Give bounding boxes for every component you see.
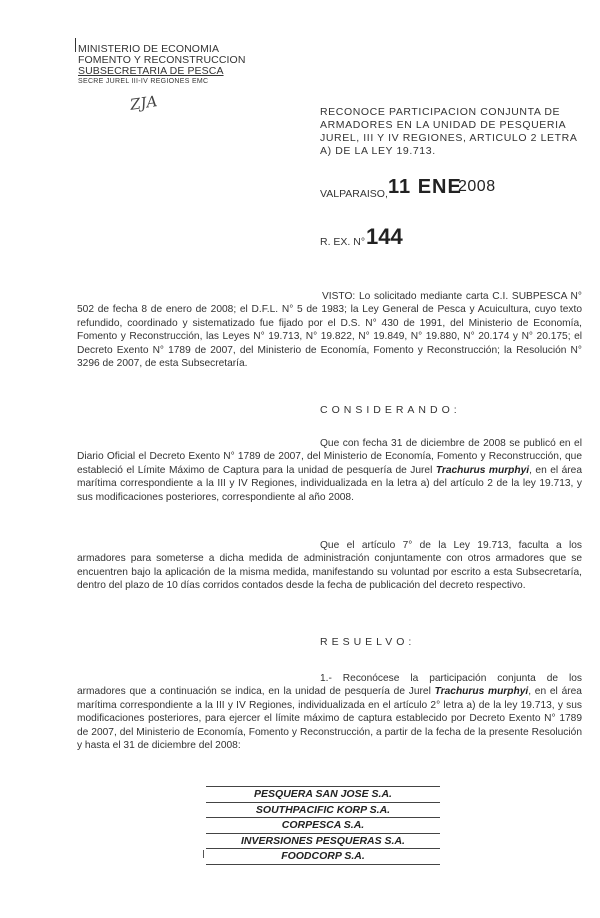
resuelvo-heading: RESUELVO: [320,636,416,648]
table-mark [203,850,204,858]
visto-text: Lo solicitado mediante carta C.I. SUBPESCA N° 502 de fecha 8 de enero de 2008; el D.F.L. N° 5 de 1983; la Ley General de Pesca y Acuicultura, cuyo texto refundido, coordinado y sistematizado fue fijado por el D.S. N° 430 de 1991, del Ministerio de Economía, Fomento y Reconstrucción, las Leyes N° 19.713, N° 19.822, N° 19.849, N° 19.880, N° 20.174 y N° 20.175; el Decreto Exento N° 1789 de 2007, del Ministerio de Economía, Fomento y Reconstrucción; la Resolución N° 3296 de 2007, de esta Subsecretaría. [77,291,582,370]
subsecretaria-name: SUBSECRETARIA DE PESCA [78,65,224,77]
resuelvo-1-text: 1.- Reconócese la participación conjunta de los armadores que a continuación se indica, en la unidad de pesquería de Jurel [77,673,582,698]
company-row: FOODCORP S.A. [206,849,440,865]
considerando-heading: CONSIDERANDO: [320,404,461,416]
species-name: Trachurus murphyi [434,686,529,698]
company-row: INVERSIONES PESQUERAS S.A. [206,834,440,850]
visto-label: VISTO: [322,291,356,302]
resuelvo-1-text-end: , en el área marítima correspondiente a la III y IV Regiones, individualizada en el artículo 2° letra a) de la ley 19.713, y sus modificaciones posteriores, para ejercer el límite máximo de captura establecido por Decreto Exento N° 1789 de 2007, del Ministerio de Economía, Fomento y Reconstrucción, a partir de la fecha de la presente Resolución y hasta el 31 de diciembre del 2008: [77,686,582,752]
considerando-paragraph-2: Que el artículo 7° de la Ley 19.713, faculta a los armadores para someterse a dicha medida de administración conjuntamente con otros armadores que se encuentren bajo la aplicación de la misma medida, manifestando su voluntad por escrito a esta Subsecretaría, dentro del plazo de 10 días corridos contados desde la fecha de publicación del decreto respectivo. [77,540,582,592]
ministry-header [78,44,246,86]
ministry-name: MINISTERIO DE ECONOMIA [78,43,220,55]
date-stamp-year: 2008 [458,178,496,195]
resolution-number: 144 [366,224,403,249]
considerando-paragraph-1 [77,437,582,504]
company-row: CORPESCA S.A. [206,818,440,834]
date-stamp: 11 ENE [388,176,462,198]
considerando-1-text: Que con fecha 31 de diciembre de 2008 se publicó en el Diario Oficial el Decreto Exento N° 1789 de 2007, del Ministerio de Economía, Fomento y Reconstrucción, que estableció el Límite Máximo de Captura para la unidad de pesquería de Jurel [77,438,582,476]
ministry-department: FOMENTO Y RECONSTRUCCION [78,54,246,66]
resuelvo-paragraph-1 [77,672,582,752]
resolution-title: RECONOCE PARTICIPACION CONJUNTA DE ARMADORES EN LA UNIDAD DE PESQUERIA JUREL, III Y IV REGIONES, ARTICULO 2 LETRA A) DE LA LEY 19.713. [320,106,577,157]
companies-table [206,786,440,865]
company-row: SOUTHPACIFIC KORP S.A. [206,803,440,819]
margin-mark [75,38,76,52]
species-name: Trachurus murphyi [435,464,530,476]
considerando-1-text-end: , en el área marítima correspondiente a la III y IV Regiones, individualizada en la letra a) del artículo 2 de la ley 19.713, y sus modificaciones posteriores, correspondiente al año 2008. [77,464,582,503]
visto-paragraph [77,290,582,370]
company-row: PESQUERA SAN JOSE S.A. [206,786,440,803]
office-reference: SECRE JUREL III-IV REGIONES EMC [78,78,209,85]
initials-signature: ZJA [128,92,159,114]
resolution-number-label: R. EX. N° [320,236,366,248]
place-label: VALPARAISO, [320,188,388,200]
